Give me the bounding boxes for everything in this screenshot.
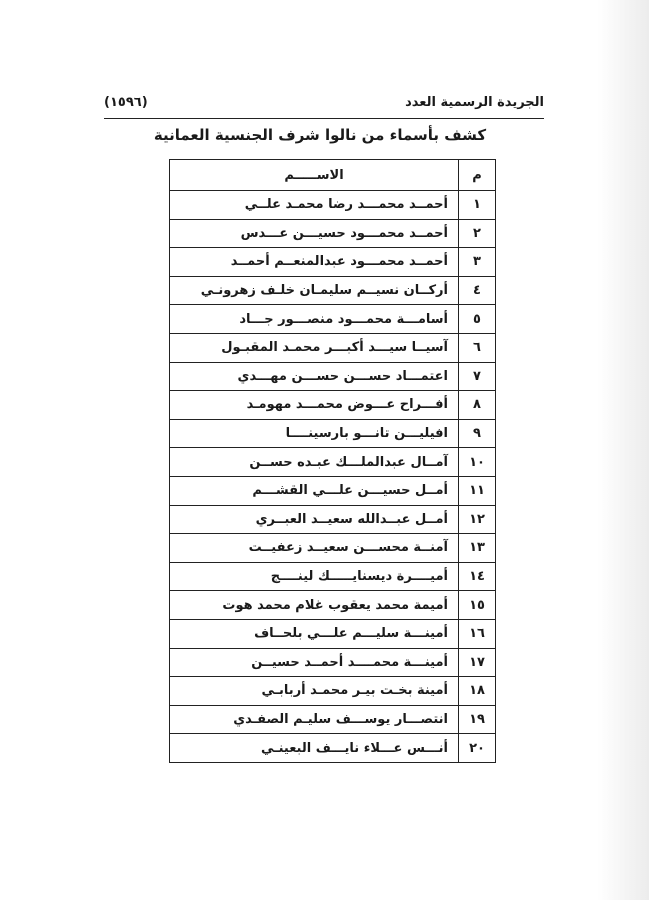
- name-column-header: الاســـــم: [170, 160, 459, 191]
- row-name: أركــان نسيــم سليمـان خلـف زهرونـي: [170, 276, 459, 305]
- row-name: آسيــا سيـــد أكبـــر محمـد المقبـول: [170, 333, 459, 362]
- row-number: ١٤: [459, 562, 496, 591]
- row-number: ١٣: [459, 534, 496, 563]
- number-column-header: م: [459, 160, 496, 191]
- table-row: [170, 219, 496, 248]
- row-name: أحمــد محمـــود حسيـــن عـــدس: [170, 219, 459, 248]
- row-number: ١: [459, 191, 496, 220]
- row-name: أميمة محمد يعقوب غلام محمد هوت: [170, 591, 459, 620]
- row-name: أفـــراح عـــوض محمـــد مهومـد: [170, 391, 459, 420]
- table-row: [170, 276, 496, 305]
- row-name: آمنــة محســـن سعيــد زعفيــت: [170, 534, 459, 563]
- row-number: ١٧: [459, 648, 496, 677]
- row-number: ١٨: [459, 677, 496, 706]
- row-name: افيليـــن تانـــو بارسينــــا: [170, 419, 459, 448]
- table-row: [170, 391, 496, 420]
- table-row: [170, 448, 496, 477]
- row-name: أمينة بخـت بيـر محمـد أربابـي: [170, 677, 459, 706]
- row-number: ٨: [459, 391, 496, 420]
- table-row: [170, 734, 496, 763]
- row-number: ١٠: [459, 448, 496, 477]
- row-number: ١٥: [459, 591, 496, 620]
- table-row: [170, 619, 496, 648]
- gazette-title: الجريدة الرسمية العدد: [405, 95, 544, 110]
- table-row: [170, 534, 496, 563]
- names-table: [169, 159, 496, 763]
- row-name: أسامـــة محمـــود منصـــور جـــاد: [170, 305, 459, 334]
- row-name: أحمــد محمـــود عبدالمنعــم أحمــد: [170, 248, 459, 277]
- table-row: [170, 419, 496, 448]
- issue-number: (١٥٩٦): [104, 95, 148, 110]
- table-header-row: [170, 160, 496, 191]
- row-number: ١١: [459, 476, 496, 505]
- row-name: أنـــس عـــلاء نايـــف البعينـي: [170, 734, 459, 763]
- row-name: أمــل عبــدالله سعيــد العبــري: [170, 505, 459, 534]
- table-row: [170, 305, 496, 334]
- row-number: ١٦: [459, 619, 496, 648]
- table-row: [170, 505, 496, 534]
- table-row: [170, 562, 496, 591]
- row-number: ١٢: [459, 505, 496, 534]
- row-name: أمــل حسيـــن علـــي القشـــم: [170, 476, 459, 505]
- table-row: [170, 248, 496, 277]
- row-name: أمينـــة سليـــم علـــي بلحــاف: [170, 619, 459, 648]
- table-row: [170, 591, 496, 620]
- row-number: ٥: [459, 305, 496, 334]
- row-name: أحمــد محمـــد رضا محمـد علــي: [170, 191, 459, 220]
- page-header: [104, 95, 544, 119]
- row-name: انتصـــار يوســـف سليـم الصفـدي: [170, 705, 459, 734]
- row-name: أميــــرة ديسنايـــــك لينــــج: [170, 562, 459, 591]
- row-number: ٧: [459, 362, 496, 391]
- row-number: ٣: [459, 248, 496, 277]
- row-number: ٤: [459, 276, 496, 305]
- row-number: ٢: [459, 219, 496, 248]
- row-name: اعتمـــاد حســـن حســـن مهـــدي: [170, 362, 459, 391]
- table-row: [170, 648, 496, 677]
- document-title: كشف بأسماء من نالوا شرف الجنسية العمانية: [153, 126, 487, 144]
- table-row: [170, 191, 496, 220]
- table-row: [170, 333, 496, 362]
- header-divider: [104, 118, 544, 119]
- table-row: [170, 476, 496, 505]
- row-name: آمــال عبدالملـــك عبـده حســن: [170, 448, 459, 477]
- table-row: [170, 677, 496, 706]
- row-number: ٢٠: [459, 734, 496, 763]
- table-row: [170, 705, 496, 734]
- row-number: ١٩: [459, 705, 496, 734]
- table-row: [170, 362, 496, 391]
- row-number: ٦: [459, 333, 496, 362]
- row-name: أمينـــة محمــــد أحمــد حسيــن: [170, 648, 459, 677]
- row-number: ٩: [459, 419, 496, 448]
